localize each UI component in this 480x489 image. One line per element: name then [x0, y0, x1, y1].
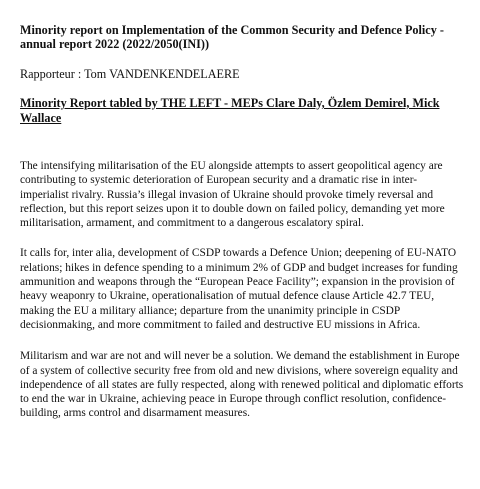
- document-page: [20, 24, 464, 421]
- rapporteur-line: Rapporteur : Tom VANDENKENDELAERE: [20, 67, 240, 81]
- minority-report-heading: Minority Report tabled by THE LEFT - MEPs Clare Daly, Özlem Demirel, Mick Wallace: [20, 96, 440, 125]
- document-title: Minority report on Implementation of the Common Security and Defence Policy - annual report 2022 (2022/2050(INI)): [20, 23, 444, 51]
- paragraph-3: Militarism and war are not and will never be a solution. We demand the establishment in Europe of a system of collective security free from old and new divisions, where sovereign equality and independence of all states are fully respected, along with renewed political and diplomatic efforts to end the war in Ukraine, achieving peace in Europe through conflict resolution, confidence-building, arms control and disarmament measures.: [20, 350, 464, 420]
- paragraph-2: It calls for, inter alia, development of CSDP towards a Defence Union; deepening of EU-NATO relations; hikes in defence spending to a minimum 2% of GDP and budget increases for funding ammunition and weapons through the “European Peace Facility”; expansion in the provision of heavy weaponry to Ukraine, operationalisation of mutual defence clause Article 42.7 TEU, making the EU a military alliance; departure from the unanimity principle in CSDP decisionmaking, and more commitment to failed and destructive EU missions in Africa.: [20, 247, 458, 331]
- paragraph-1: The intensifying militarisation of the EU alongside attempts to assert geopolitical agency are contributing to systemic deterioration of European security and a dramatic rise in inter-imperialist rivalry. Russia’s illegal invasion of Ukraine should provoke timely reversal and reflection, but this report seizes upon it to double down on failed policy, demanding yet more militarisation, armament, and commitment to a dangerous escalatory spiral.: [20, 160, 445, 230]
